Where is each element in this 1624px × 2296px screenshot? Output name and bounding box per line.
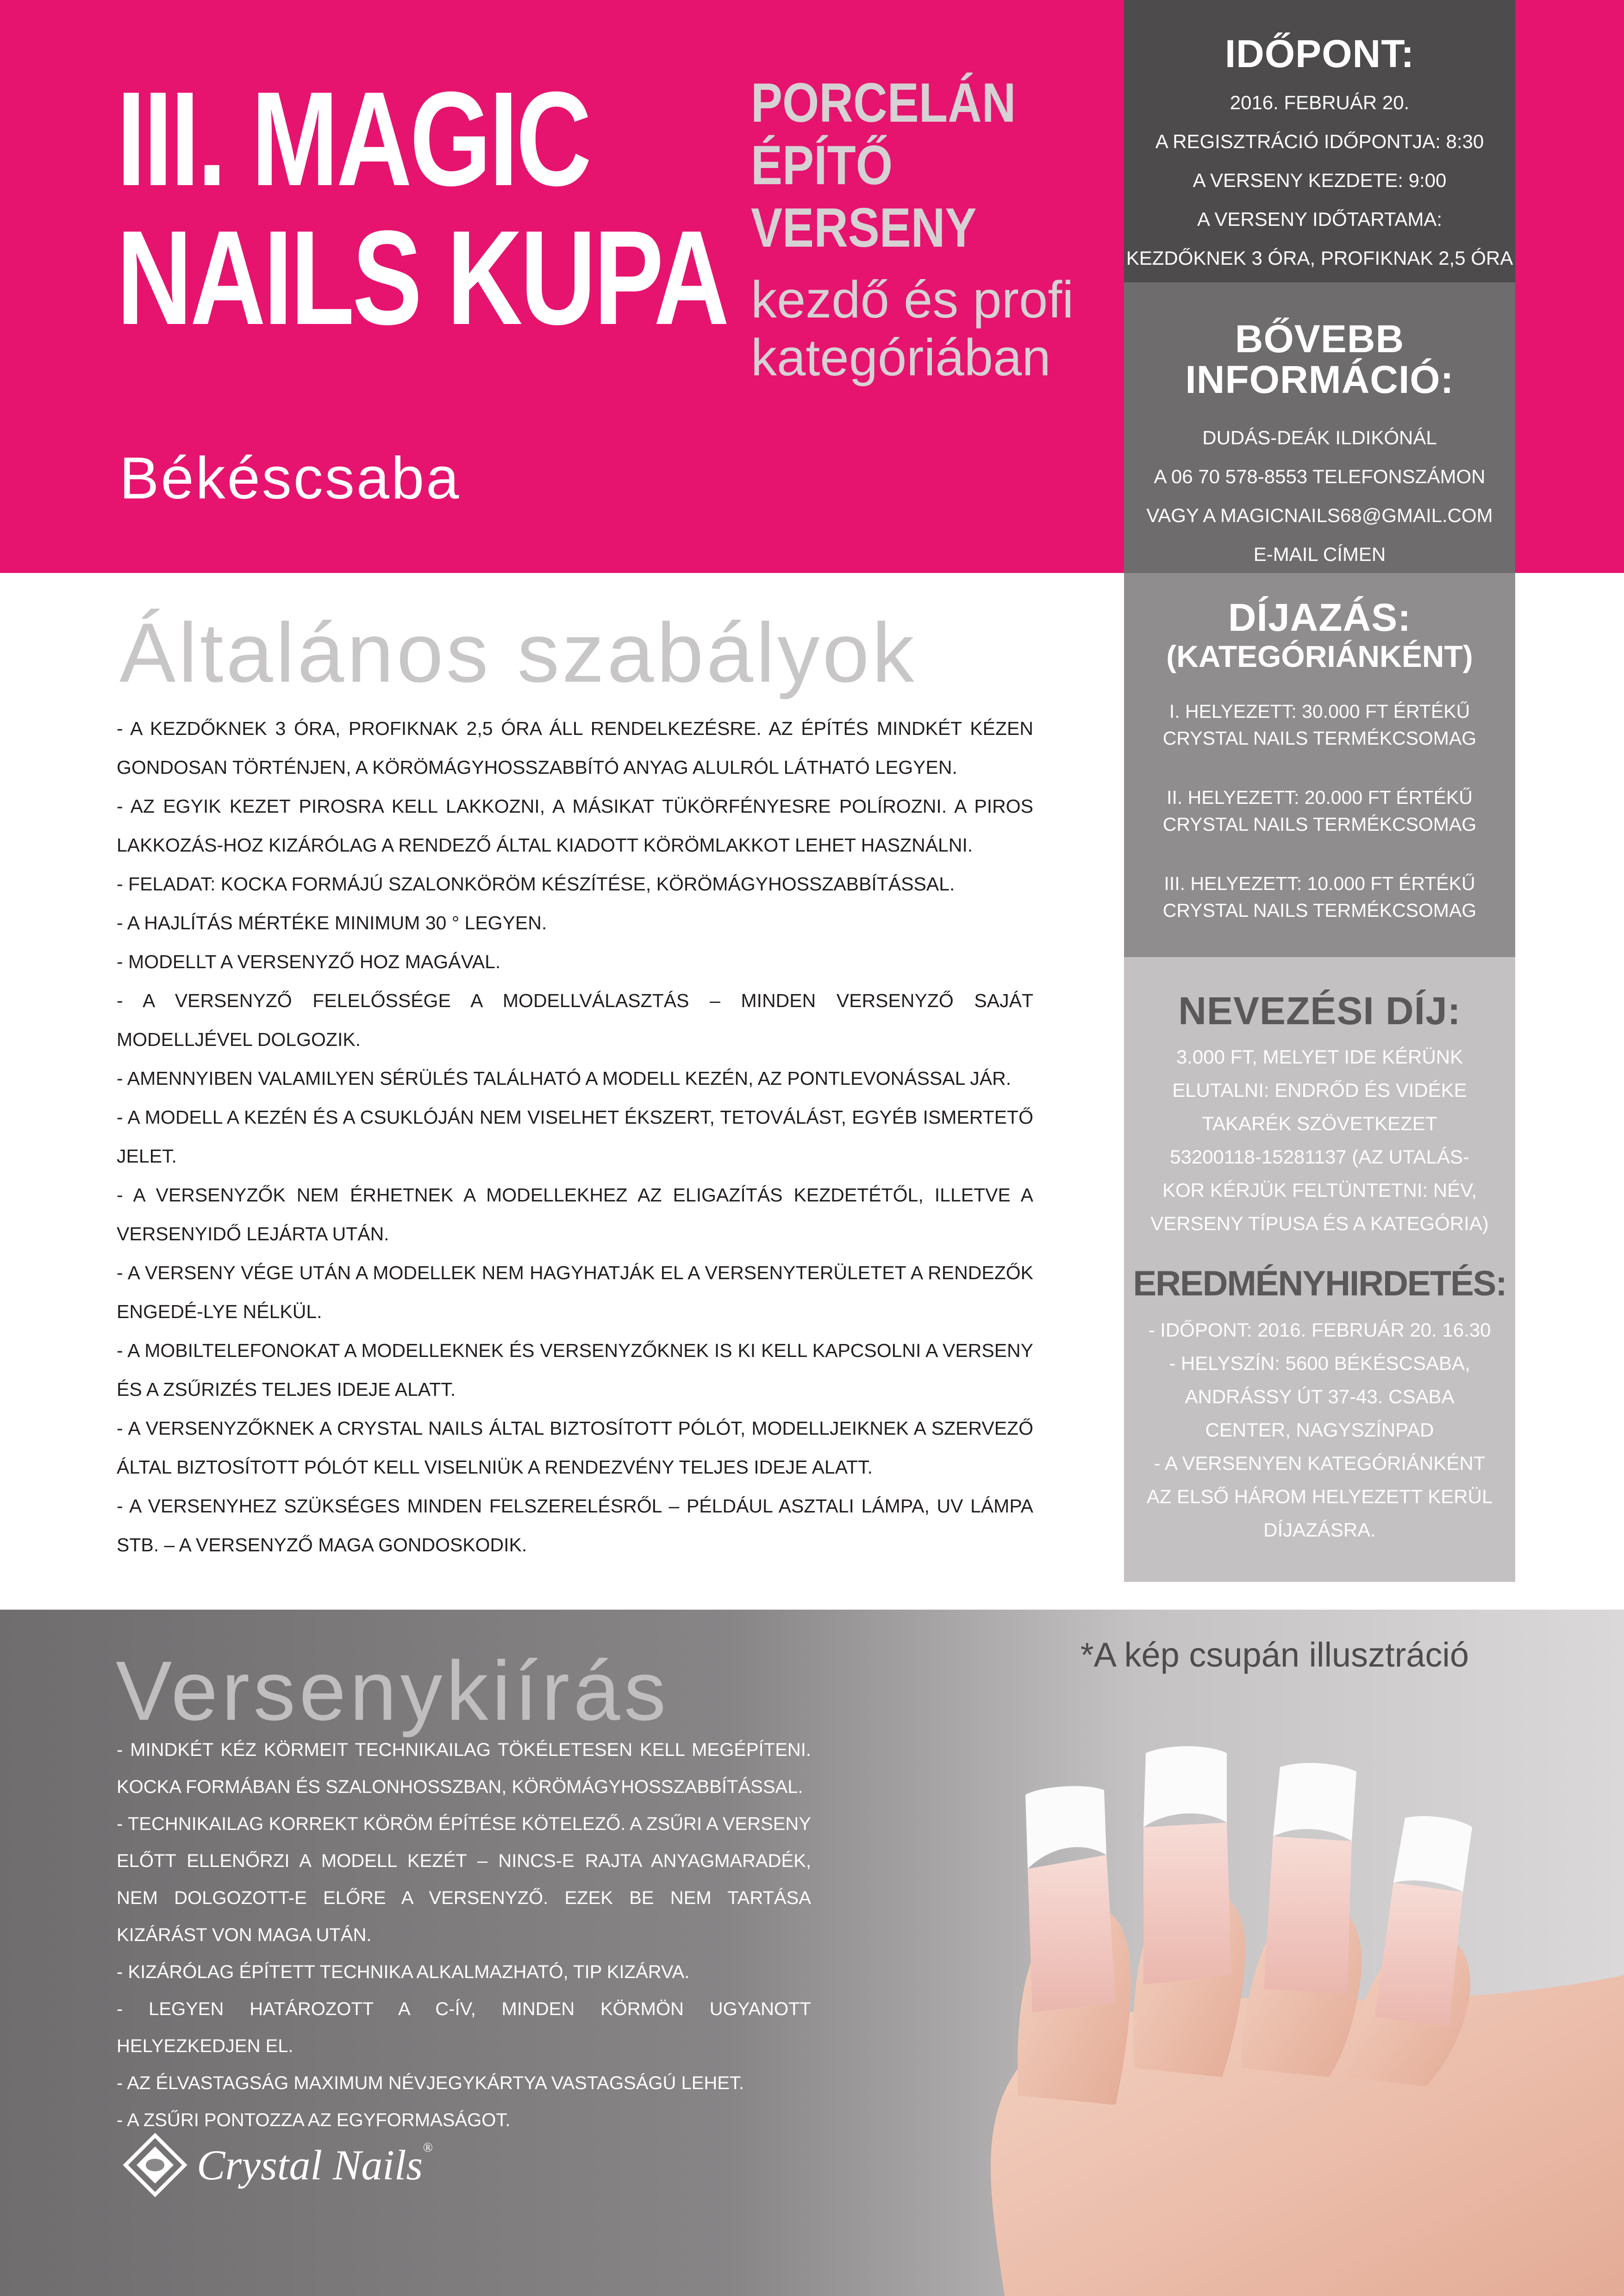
info-box	[1124, 282, 1515, 573]
rule-item: - A KEZDŐKNEK 3 ÓRA, PROFIKNAK 2,5 ÓRA ÁLL RENDELKEZÉSRE. AZ ÉPÍTÉS MINDKÉT KÉZEN GONDOSAN TÖRTÉNJEN, A KÖRÖMÁGYHOSSZABBÍTÓ ANYAG ALULRÓL LÁTHATÓ LEGYEN.	[117, 718, 1033, 778]
competition-item: - KIZÁRÓLAG ÉPÍTETT TECHNIKA ALKALMAZHATÓ, TIP KIZÁRVA.	[117, 1962, 690, 1982]
subtitle-line: PORCELÁN	[751, 72, 1016, 134]
image-disclaimer: *A kép csupán illusztráció	[1080, 1636, 1469, 1674]
prize-item	[1124, 784, 1515, 838]
competition-title: Versenykiírás	[116, 1643, 670, 1738]
competition-item: - LEGYEN HATÁROZOTT A C-ÍV, MINDEN KÖRMÖN UGYANOTT HELYEZKEDJEN EL.	[117, 1999, 811, 2056]
results-line: - HELYSZÍN: 5600 BÉKÉSCSABA,	[1169, 1352, 1470, 1374]
event-subtitle	[751, 72, 1074, 386]
rule-item: - AZ EGYIK KEZET PIROSRA KELL LAKKOZNI, A MÁSIKAT TÜKÖRFÉNYESRE POLÍROZNI. A PIROS LAKKOZÁS-HOZ KIZÁRÓLAG A RENDEZŐ ÁLTAL KIADOTT KÖRÖMLAKKOT LEHET HASZNÁLNI.	[117, 796, 1033, 856]
competition-item: - TECHNIKAILAG KORREKT KÖRÖM ÉPÍTÉSE KÖTELEZŐ. A ZSŰRI A VERSENY ELŐTT ELLENŐRZI A MODELL KEZÉT – NINCS-E RAJTA ANYAGMARADÉK, NEM DOLGOZOTT-E ELŐRE A VERSENYZŐ. EZEK BE NEM TARTÁSA KIZÁRÁST VON MAGA UTÁN.	[117, 1814, 811, 1945]
info-phone: A 06 70 578-8553 TELEFONSZÁMON	[1154, 466, 1486, 487]
subtitle-category-line: kategóriában	[751, 329, 1051, 386]
crystal-nails-logo-icon	[123, 2133, 187, 2197]
rule-item: - A MOBILTELEFONOKAT A MODELLEKNEK ÉS VERSENYZŐKNEK IS KI KELL KAPCSOLNI A VERSENY ÉS A ZSŰRIZÉS TELJES IDEJE ALATT.	[117, 1340, 1033, 1400]
info-email: VAGY A MAGICNAILS68@GMAIL.COM	[1146, 504, 1493, 526]
fee-line: KOR KÉRJÜK FELTÜNTETNI: NÉV,	[1162, 1179, 1477, 1201]
logo-registered-mark: ®	[423, 2140, 433, 2155]
nail	[1264, 1763, 1356, 1994]
rules-list	[117, 709, 1033, 1564]
results-line: - A VERSENYEN KATEGÓRIÁNKÉNT	[1154, 1452, 1486, 1474]
results-title: EREDMÉNYHIRDETÉS:	[1133, 1264, 1506, 1303]
rule-item: - A VERSENYHEZ SZÜKSÉGES MINDEN FELSZERELÉSRŐL – PÉLDÁUL ASZTALI LÁMPA, UV LÁMPA STB. – A VERSENYZŐ MAGA GONDOSKODIK.	[117, 1495, 1033, 1556]
date-line: KEZDŐKNEK 3 ÓRA, PROFIKNAK 2,5 ÓRA	[1126, 247, 1513, 269]
results-line: ANDRÁSSY ÚT 37-43. CSABA	[1185, 1386, 1455, 1407]
fee-line: TAKARÉK SZÖVETKEZET	[1202, 1113, 1437, 1134]
event-title-line2: NAILS KUPA	[117, 203, 727, 353]
rule-item: - MODELLT A VERSENYZŐ HOZ MAGÁVAL.	[117, 951, 501, 972]
nails-hand-illustration	[949, 1716, 1624, 2296]
prizes-subtitle: (KATEGÓRIÁNKÉNT)	[1166, 639, 1473, 673]
date-line: 2016. FEBRUÁR 20.	[1230, 92, 1410, 113]
info-line: E-MAIL CÍMEN	[1253, 543, 1386, 565]
logo-wordmark	[197, 2140, 433, 2190]
rule-item: - A VERSENYZŐK NEM ÉRHETNEK A MODELLEKHEZ AZ ELIGAZÍTÁS KEZDETÉTŐL, ILLETVE A VERSENYIDŐ LEJÁRTA UTÁN.	[117, 1184, 1033, 1244]
fee-title: NEVEZÉSI DÍJ:	[1178, 989, 1461, 1033]
rule-item: - A HAJLÍTÁS MÉRTÉKE MINIMUM 30 ° LEGYEN.	[117, 912, 547, 933]
fee-results-box	[1124, 957, 1515, 1582]
event-title	[117, 64, 727, 353]
rule-item: - A MODELL A KEZÉN ÉS A CSUKLÓJÁN NEM VISELHET ÉKSZERT, TETOVÁLÁST, EGYÉB ISMERTETŐ JELET.	[117, 1107, 1033, 1167]
prize-line: III. HELYEZETT: 10.000 FT ÉRTÉKŰ	[1164, 873, 1475, 894]
prize-line: II. HELYEZETT: 20.000 FT ÉRTÉKŰ	[1167, 787, 1473, 808]
results-line: AZ ELSŐ HÁROM HELYEZETT KERÜL	[1146, 1486, 1493, 1507]
info-title	[1124, 318, 1515, 400]
results-line: DÍJAZÁSRA.	[1263, 1519, 1376, 1541]
rule-item: - A VERSENYZŐ FELELŐSSÉGE A MODELLVÁLASZTÁS – MINDEN VERSENYZŐ SAJÁT MODELLJÉVEL DOLGOZIK.	[117, 990, 1033, 1050]
info-title-line1: BŐVEBB	[1235, 317, 1405, 361]
results-line: - IDŐPONT: 2016. FEBRUÁR 20. 16.30	[1148, 1319, 1491, 1341]
logo-name: Crystal Nails	[197, 2141, 423, 2189]
subtitle-category-line: kezdő és profi	[751, 271, 1074, 329]
prizes-title: DÍJAZÁS:	[1228, 596, 1412, 639]
competition-item: - A ZSŰRI PONTOZZA AZ EGYFORMASÁGOT.	[117, 2110, 511, 2130]
date-line: A VERSENY IDŐTARTAMA:	[1197, 208, 1443, 230]
results-line: CENTER, NAGYSZÍNPAD	[1205, 1419, 1434, 1441]
prize-item	[1124, 698, 1515, 752]
prize-item	[1124, 870, 1515, 924]
event-title-line1: III. MAGIC	[117, 64, 590, 214]
nail	[1025, 1786, 1116, 2012]
subtitle-line: ÉPÍTŐ	[751, 134, 893, 196]
rule-item: - AMENNYIBEN VALAMILYEN SÉRÜLÉS TALÁLHATÓ A MODELL KEZÉN, AZ PONTLEVONÁSSAL JÁR.	[117, 1068, 1012, 1089]
rule-item: - A VERSENYZŐKNEK A CRYSTAL NAILS ÁLTAL BIZTOSÍTOTT PÓLÓT, MODELLJEIKNEK A SZERVEZŐ ÁLTAL BIZTOSÍTOTT PÓLÓT KELL VISELNIÜK A RENDEZVÉNY TELJES IDEJE ALATT.	[117, 1418, 1033, 1478]
event-city: Békéscsaba	[119, 445, 461, 511]
prize-line: I. HELYEZETT: 30.000 FT ÉRTÉKŰ	[1169, 701, 1470, 722]
fee-line: VERSENY TÍPUSA ÉS A KATEGÓRIA)	[1150, 1213, 1489, 1234]
rules-title: Általános szabályok	[119, 605, 917, 700]
competition-list	[117, 1731, 811, 2139]
crystal-nails-logo	[123, 2133, 433, 2197]
prizes-box	[1124, 573, 1515, 957]
fee-line: ELUTALNI: ENDRŐD ÉS VIDÉKE	[1172, 1079, 1467, 1101]
date-line: A VERSENY KEZDETE: 9:00	[1193, 169, 1447, 191]
date-title: IDŐPONT:	[1224, 32, 1415, 75]
rule-item: - A VERSENY VÉGE UTÁN A MODELLEK NEM HAGYHATJÁK EL A VERSENYTERÜLETET A RENDEZŐK ENGEDÉ-LYE NÉLKÜL.	[117, 1262, 1033, 1322]
date-line: A REGISZTRÁCIÓ IDŐPONTJA: 8:30	[1155, 131, 1484, 152]
competition-item: - AZ ÉLVASTAGSÁG MAXIMUM NÉVJEGYKÁRTYA VASTAGSÁGÚ LEHET.	[117, 2073, 744, 2093]
competition-item: - MINDKÉT KÉZ KÖRMEIT TECHNIKAILAG TÖKÉLETESEN KELL MEGÉPÍTENI. KOCKA FORMÁBAN ÉS SZALONHOSSZBAN, KÖRÖMÁGYHOSSZABBÍTÁSSAL.	[117, 1740, 811, 1797]
fee-account-line: 53200118-15281137 (AZ UTALÁS-	[1170, 1146, 1469, 1168]
rule-item: - FELADAT: KOCKA FORMÁJÚ SZALONKÖRÖM KÉSZÍTÉSE, KÖRÖMÁGYHOSSZABBÍTÁSSAL.	[117, 873, 955, 895]
competition-section	[0, 1610, 1624, 2296]
fee-line: 3.000 FT, MELYET IDE KÉRÜNK	[1176, 1046, 1463, 1068]
date-box	[1124, 0, 1515, 282]
prize-line: CRYSTAL NAILS TERMÉKCSOMAG	[1162, 728, 1477, 749]
prize-line: CRYSTAL NAILS TERMÉKCSOMAG	[1162, 814, 1477, 835]
info-title-line2: INFORMÁCIÓ:	[1185, 358, 1454, 401]
prize-line: CRYSTAL NAILS TERMÉKCSOMAG	[1162, 900, 1477, 921]
nail	[1143, 1746, 1231, 1985]
subtitle-line: VERSENY	[751, 197, 977, 259]
info-line: DUDÁS-DEÁK ILDIKÓNÁL	[1202, 427, 1437, 448]
